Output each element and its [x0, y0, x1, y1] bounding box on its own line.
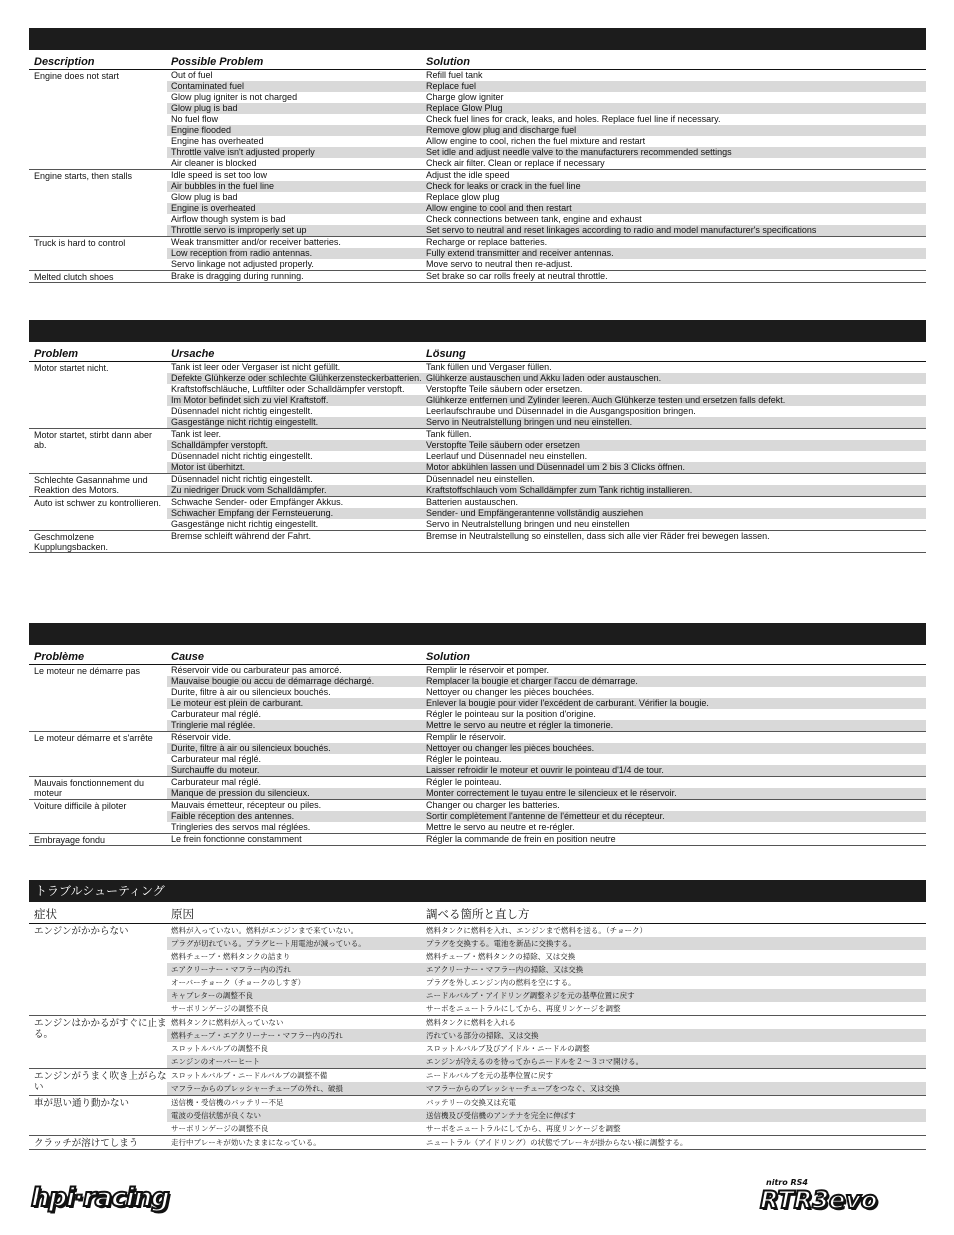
solution-cell: サーボをニュートラルにしてから、再度リンケージを調整	[426, 1124, 621, 1133]
cause-cell: Glow plug is bad	[171, 103, 238, 113]
table-row	[167, 1002, 926, 1015]
cause-cell: Throttle servo is improperly set up	[171, 225, 307, 235]
cause-cell: サーボリンゲージの調整不良	[171, 1124, 269, 1133]
solution-cell: Check for leaks or crack in the fuel line	[426, 181, 581, 191]
solution-cell: Remplir le réservoir et pomper.	[426, 665, 550, 675]
problem-group	[29, 70, 926, 170]
cause-cell: Contaminated fuel	[171, 81, 245, 91]
cause-cell: Im Motor befindet sich zu viel Kraftstoff.	[171, 395, 329, 405]
cause-cell: Engine has overheated	[171, 136, 264, 146]
solution-cell: Régler le pointeau.	[426, 777, 502, 787]
table-row	[167, 395, 926, 406]
cause-cell: オーバーチョーク（チョークのしすぎ）	[171, 978, 306, 987]
cause-cell: Kraftstoffschläuche, Luftfilter oder Schalldämpfer verstopft.	[171, 384, 405, 394]
cause-cell: Gasgestänge nicht richtig eingestellt.	[171, 519, 319, 529]
cause-cell: Bremse schleift während der Fahrt.	[171, 531, 312, 541]
cause-cell: キャブレターの調整不良	[171, 991, 253, 1000]
column-header: Solution	[426, 651, 470, 663]
solution-cell: ニードルバルブを元の基準位置に戻す	[426, 1071, 553, 1080]
cause-cell: Düsennadel nicht richtig eingestellt.	[171, 474, 313, 484]
cause-cell: サーボリンゲージの調整不良	[171, 1004, 269, 1013]
problem-description: エンジンはかかるがすぐに止まる。	[34, 1018, 167, 1040]
cause-cell: スロットルバルブの調整不良	[171, 1044, 268, 1053]
table-row	[167, 777, 926, 788]
cause-cell: Tank ist leer.	[171, 429, 222, 439]
cause-cell: Mauvaise bougie ou accu de démarrage déchargé.	[171, 676, 375, 686]
table-row	[167, 125, 926, 136]
cause-cell: プラグが切れている。プラグヒート用電池が減っている。	[171, 939, 366, 948]
problem-group	[29, 732, 926, 777]
solution-cell: Remplir le réservoir.	[426, 732, 507, 742]
solution-cell: Glühkerze entfernen und Zylinder leeren. Auch Glühkerze testen und ersetzen falls defekt.	[426, 395, 786, 405]
table-row	[167, 665, 926, 676]
cause-cell: Manque de pression du silencieux.	[171, 788, 310, 798]
solution-cell: 燃料チューブ・燃料タンクの掃除、又は交換	[426, 952, 576, 961]
nitro-rs4-label: nitro RS4	[766, 1178, 808, 1187]
french-table-header	[29, 650, 926, 665]
solution-cell: Glühkerze austauschen und Akku laden oder austauschen.	[426, 373, 662, 383]
cause-cell: Tank ist leer oder Vergaser ist nicht gefüllt.	[171, 362, 341, 372]
table-row	[167, 203, 926, 214]
table-row	[167, 822, 926, 833]
solution-cell: Servo in Neutralstellung bringen und neu einstellen	[426, 519, 630, 529]
table-row	[167, 950, 926, 963]
solution-cell: Replace glow plug	[426, 192, 500, 202]
solution-cell: Enlever la bougie pour vider l'excédent de carburant. Vérifier la bougie.	[426, 698, 709, 708]
cause-cell: Schwacher Empfang der Fernsteuerung.	[171, 508, 334, 518]
problem-group	[29, 800, 926, 834]
japanese-section	[29, 880, 926, 1150]
table-row	[167, 136, 926, 147]
table-row	[167, 732, 926, 743]
table-row	[167, 271, 926, 282]
cause-cell: Durite, filtre à air ou silencieux bouchés.	[171, 743, 331, 753]
table-row	[167, 417, 926, 428]
problem-group	[29, 362, 926, 429]
solution-cell: Monter correctement le tuyau entre le silencieux et le réservoir.	[426, 788, 677, 798]
cause-cell: Brake is dragging during running.	[171, 271, 304, 281]
problem-description: 車が思い通り動かない	[34, 1098, 130, 1109]
problem-description: エンジンがうまく吹き上がらない	[34, 1071, 167, 1093]
solution-cell: Düsennadel neu einstellen.	[426, 474, 535, 484]
table-row	[167, 698, 926, 709]
problem-description: Mauvais fonctionnement du moteur	[34, 778, 145, 798]
table-row	[167, 462, 926, 473]
column-header: Lösung	[426, 348, 466, 360]
problem-group	[29, 1096, 926, 1136]
solution-cell: Set servo to neutral and reset linkages according to radio and model manufacturer's specifications	[426, 225, 817, 235]
english-table-header	[29, 55, 926, 70]
table-row	[167, 170, 926, 181]
table-row	[167, 937, 926, 950]
problem-description: Le moteur ne démarre pas	[34, 666, 141, 676]
cause-cell: Air bubbles in the fuel line	[171, 181, 275, 191]
cause-cell: Réservoir vide ou carburateur pas amorcé.	[171, 665, 342, 675]
solution-cell: Motor abkühlen lassen und Düsennadel um 2 bis 3 Clicks öffnen.	[426, 462, 685, 472]
solution-cell: Tank füllen und Vergaser füllen.	[426, 362, 552, 372]
solution-cell: Allow engine to cool, richen the fuel mixture and restart	[426, 136, 646, 146]
table-row	[167, 1042, 926, 1055]
column-header: Ursache	[171, 348, 215, 360]
problem-description: Motor startet, stirbt dann aber ab.	[34, 430, 153, 450]
cause-cell: エンジンのオーバーヒート	[171, 1057, 260, 1066]
table-row	[167, 743, 926, 754]
solution-cell: Régler la commande de frein en position neutre	[426, 834, 616, 844]
problem-group	[29, 170, 926, 237]
solution-cell: Move servo to neutral then re-adjust.	[426, 259, 573, 269]
column-header: Cause	[171, 651, 205, 663]
cause-cell: Düsennadel nicht richtig eingestellt.	[171, 406, 313, 416]
table-row	[167, 924, 926, 937]
table-row	[167, 237, 926, 248]
table-row	[167, 214, 926, 225]
table-row	[167, 531, 926, 542]
solution-cell: Mettre le servo au neutre et régler la timonerie.	[426, 720, 614, 730]
table-row	[167, 147, 926, 158]
solution-cell: バッテリーの交換又は充電	[426, 1098, 516, 1107]
solution-cell: Tank füllen.	[426, 429, 472, 439]
table-row	[167, 485, 926, 496]
problem-description: Voiture difficile à piloter	[34, 801, 127, 811]
problem-group	[29, 271, 926, 283]
solution-cell: 燃料タンクに燃料を入れ、エンジンまで燃料を送る。（チョーク）	[426, 926, 647, 935]
table-row	[167, 834, 926, 845]
rtr3evo-text: RTR3evo	[760, 1186, 878, 1214]
solution-cell: Laisser refroidir le moteur et ouvrir le pointeau d'1/4 de tour.	[426, 765, 664, 775]
table-row	[167, 103, 926, 114]
cause-cell: Mauvais émetteur, récepteur ou piles.	[171, 800, 322, 810]
table-row	[167, 1136, 926, 1149]
problem-group	[29, 665, 926, 732]
table-row	[167, 1109, 926, 1122]
problem-description: Geschmolzene Kupplungsbacken.	[34, 532, 109, 552]
column-header: Possible Problem	[171, 56, 264, 68]
column-header: Solution	[426, 56, 470, 68]
table-row	[167, 81, 926, 92]
french-title-bar	[29, 623, 926, 645]
table-row	[167, 519, 926, 530]
cause-cell: Throttle valve isn't adjusted properly	[171, 147, 315, 157]
cause-cell: Réservoir vide.	[171, 732, 232, 742]
solution-cell: Remove glow plug and discharge fuel	[426, 125, 577, 135]
table-row	[167, 440, 926, 451]
solution-cell: Allow engine to cool and then restart	[426, 203, 572, 213]
solution-cell: Régler le pointeau sur la position d'origine.	[426, 709, 596, 719]
solution-cell: エンジンが冷えるのを待ってからニードルを２〜３コマ開ける。	[426, 1057, 644, 1066]
cause-cell: 燃料チューブ・エアクリーナー・マフラー内の汚れ	[171, 1031, 343, 1040]
problem-group	[29, 531, 926, 553]
solution-cell: Sender- und Empfängerantenne vollständig ausziehen	[426, 508, 644, 518]
problem-description: エンジンがかからない	[34, 926, 129, 937]
solution-cell: 汚れている部分の掃除、又は交換	[426, 1031, 539, 1040]
solution-cell: Servo in Neutralstellung bringen und neu einstellen.	[426, 417, 633, 427]
cause-cell: Airflow though system is bad	[171, 214, 286, 224]
table-row	[167, 676, 926, 687]
solution-cell: マフラーからのプレッシャーチューブをつなぐ、又は交換	[426, 1084, 620, 1093]
french-section	[29, 623, 926, 846]
cause-cell: Carburateur mal réglé.	[171, 709, 262, 719]
column-header: Description	[34, 56, 95, 68]
solution-cell: Nettoyer ou changer les pièces bouchées.	[426, 687, 595, 697]
cause-cell: Gasgestänge nicht richtig eingestellt.	[171, 417, 319, 427]
problem-description: Auto ist schwer zu kontrollieren.	[34, 498, 162, 508]
cause-cell: Tringlerie mal réglée.	[171, 720, 256, 730]
cause-cell: Motor ist überhitzt.	[171, 462, 246, 472]
cause-cell: Le moteur est plein de carburant.	[171, 698, 304, 708]
cause-cell: 燃料が入っていない。燃料がエンジンまで来ていない。	[171, 926, 359, 935]
problem-group	[29, 429, 926, 474]
table-row	[167, 181, 926, 192]
table-row	[167, 114, 926, 125]
table-row	[167, 1016, 926, 1029]
table-row	[167, 248, 926, 259]
table-row	[167, 259, 926, 270]
german-title-bar	[29, 320, 926, 342]
solution-cell: Replace fuel	[426, 81, 477, 91]
rtr3evo-logo	[760, 1178, 878, 1214]
table-row	[167, 720, 926, 731]
solution-cell: Check fuel lines for crack, leaks, and holes. Replace fuel line if necessary.	[426, 114, 721, 124]
table-row	[167, 362, 926, 373]
table-row	[167, 429, 926, 440]
column-header: 調べる箇所と直し方	[426, 909, 530, 921]
table-row	[167, 70, 926, 81]
japanese-title-bar: トラブルシューティング	[29, 880, 926, 902]
hpi-racing-logo: hpi·racing	[31, 1183, 169, 1213]
solution-cell: Check air filter. Clean or replace if necessary	[426, 158, 605, 168]
cause-cell: Schwache Sender- oder Empfänger Akkus.	[171, 497, 344, 507]
table-row	[167, 474, 926, 485]
problem-group	[29, 1069, 926, 1096]
cause-cell: Idle speed is set too low	[171, 170, 268, 180]
table-row	[167, 1069, 926, 1082]
solution-cell: サーボをニュートラルにしてから、再度リンケージを調整	[426, 1004, 621, 1013]
cause-cell: Engine is overheated	[171, 203, 256, 213]
table-row	[167, 92, 926, 103]
solution-cell: Sortir complètement l'antenne de l'émetteur et du récepteur.	[426, 811, 665, 821]
cause-cell: 燃料チューブ・燃料タンクの詰まり	[171, 952, 291, 961]
table-row	[167, 976, 926, 989]
solution-cell: スロットルバルブ及びアイドル・ニードルの調整	[426, 1044, 590, 1053]
solution-cell: Bremse in Neutralstellung so einstellen, dass sich alle vier Räder frei bewegen lassen.	[426, 531, 770, 541]
table-row	[167, 497, 926, 508]
problem-description: Schlechte Gasannahme und Reaktion des Motors.	[34, 475, 148, 495]
solution-cell: Leerlauf und Düsennadel neu einstellen.	[426, 451, 588, 461]
problem-group	[29, 777, 926, 800]
problem-group	[29, 1016, 926, 1069]
table-row	[167, 373, 926, 384]
cause-cell: Surchauffe du moteur.	[171, 765, 260, 775]
cause-cell: Servo linkage not adjusted properly.	[171, 259, 314, 269]
cause-cell: Defekte Glühkerze oder schlechte Glühkerzensteckerbatterien.	[171, 373, 422, 383]
cause-cell: Glow plug is bad	[171, 192, 238, 202]
solution-cell: Replace Glow Plug	[426, 103, 503, 113]
japanese-table-header	[29, 907, 926, 924]
column-header: 症状	[34, 909, 57, 921]
solution-cell: Verstopfte Teile säubern oder ersetzen.	[426, 384, 583, 394]
english-title-bar	[29, 28, 926, 50]
solution-cell: Remplacer la bougie et charger l'accu de démarrage.	[426, 676, 638, 686]
table-row	[167, 963, 926, 976]
cause-cell: Faible réception des antennes.	[171, 811, 295, 821]
solution-cell: Fully extend transmitter and receiver antennas.	[426, 248, 614, 258]
problem-description: クラッチが溶けてしまう	[34, 1138, 139, 1149]
cause-cell: Low reception from radio antennas.	[171, 248, 313, 258]
table-row	[167, 788, 926, 799]
cause-cell: 燃料タンクに燃料が入っていない	[171, 1018, 284, 1027]
solution-cell: Nettoyer ou changer les pièces bouchées.	[426, 743, 595, 753]
cause-cell: Zu niedriger Druck vom Schalldämpfer.	[171, 485, 327, 495]
cause-cell: Weak transmitter and/or receiver batteries.	[171, 237, 341, 247]
problem-description: Motor startet nicht.	[34, 363, 109, 373]
table-row	[167, 406, 926, 417]
solution-cell: Kraftstoffschlauch vom Schalldämpfer zum Tank richtig installieren.	[426, 485, 693, 495]
solution-cell: 燃料タンクに燃料を入れる	[426, 1018, 516, 1027]
table-row	[167, 1122, 926, 1135]
column-header: 原因	[171, 909, 194, 921]
table-row	[167, 384, 926, 395]
table-row	[167, 800, 926, 811]
problem-group	[29, 474, 926, 497]
solution-cell: ニュートラル（アイドリング）の状態でブレーキが掛からない様に調整する。	[426, 1138, 688, 1147]
solution-cell: Régler le pointeau.	[426, 754, 502, 764]
problem-group	[29, 1136, 926, 1150]
table-row	[167, 709, 926, 720]
solution-cell: Verstopfte Teile säubern oder ersetzen	[426, 440, 580, 450]
cause-cell: Tringleries des servos mal réglées.	[171, 822, 311, 832]
solution-cell: Batterien austauschen.	[426, 497, 519, 507]
cause-cell: 電波の受信状態が良くない	[171, 1111, 261, 1120]
cause-cell: Engine flooded	[171, 125, 232, 135]
german-section	[29, 320, 926, 553]
table-row	[167, 158, 926, 169]
table-row	[167, 451, 926, 462]
table-row	[167, 1082, 926, 1095]
table-row	[167, 225, 926, 236]
solution-cell: プラグを外しエンジン内の燃料を空にする。	[426, 978, 576, 987]
table-row	[167, 508, 926, 519]
cause-cell: エアクリーナー・マフラー内の汚れ	[171, 965, 291, 974]
problem-description: Le moteur démarre et s'arrête	[34, 733, 153, 743]
solution-cell: ニードルバルブ・アイドリング調整ネジを元の基準位置に戻す	[426, 991, 635, 1000]
cause-cell: Le frein fonctionne constamment	[171, 834, 302, 844]
solution-cell: Leerlaufschraube und Düsennadel in die Ausgangsposition bringen.	[426, 406, 696, 416]
problem-description: Engine does not start	[34, 71, 120, 81]
solution-cell: Recharge or replace batteries.	[426, 237, 548, 247]
solution-cell: Changer ou charger les batteries.	[426, 800, 560, 810]
cause-cell: Schalldämpfer verstopft.	[171, 440, 269, 450]
table-row	[167, 192, 926, 203]
cause-cell: Durite, filtre à air ou silencieux bouchés.	[171, 687, 331, 697]
table-row	[167, 1055, 926, 1068]
cause-cell: マフラーからのプレッシャーチューブの外れ、破損	[171, 1084, 343, 1093]
table-row	[167, 1096, 926, 1109]
solution-cell: Set brake so car rolls freely at neutral throttle.	[426, 271, 608, 281]
table-row	[167, 989, 926, 1002]
cause-cell: Out of fuel	[171, 70, 213, 80]
problem-description: Melted clutch shoes	[34, 272, 114, 282]
english-section	[29, 28, 926, 283]
cause-cell: No fuel flow	[171, 114, 219, 124]
cause-cell: スロットルバルブ・ニードルバルブの調整不備	[171, 1071, 328, 1080]
solution-cell: Set idle and adjust needle valve to the manufacturers recommended settings	[426, 147, 732, 157]
table-row	[167, 1029, 926, 1042]
table-row	[167, 754, 926, 765]
solution-cell: Charge glow igniter	[426, 92, 504, 102]
cause-cell: Düsennadel nicht richtig eingestellt.	[171, 451, 313, 461]
problem-description: Embrayage fondu	[34, 835, 106, 845]
cause-cell: 走行中ブレーキが効いたままになっている。	[171, 1138, 321, 1147]
problem-group	[29, 497, 926, 531]
table-row	[167, 687, 926, 698]
table-row	[167, 765, 926, 776]
german-table-header	[29, 347, 926, 362]
problem-description: Engine starts, then stalls	[34, 171, 133, 181]
cause-cell: Carburateur mal réglé.	[171, 777, 262, 787]
solution-cell: エアクリーナー・マフラー内の掃除、又は交換	[426, 965, 584, 974]
cause-cell: Air cleaner is blocked	[171, 158, 257, 168]
column-header: Problem	[34, 348, 79, 360]
problem-group	[29, 924, 926, 1016]
problem-group	[29, 834, 926, 846]
solution-cell: 送信機及び受信機のアンテナを完全に伸ばす	[426, 1111, 576, 1120]
column-header: Problème	[34, 651, 85, 663]
cause-cell: 送信機・受信機のバッテリー不足	[171, 1098, 284, 1107]
cause-cell: Carburateur mal réglé.	[171, 754, 262, 764]
problem-description: Truck is hard to control	[34, 238, 126, 248]
solution-cell: Mettre le servo au neutre et re-régler.	[426, 822, 575, 832]
cause-cell: Glow plug igniter is not charged	[171, 92, 298, 102]
solution-cell: Check connections between tank, engine and exhaust	[426, 214, 642, 224]
problem-group	[29, 237, 926, 271]
solution-cell: Adjust the idle speed	[426, 170, 510, 180]
solution-cell: Refill fuel tank	[426, 70, 483, 80]
table-row	[167, 811, 926, 822]
solution-cell: プラグを交換する。電池を新品に交換する。	[426, 939, 576, 948]
